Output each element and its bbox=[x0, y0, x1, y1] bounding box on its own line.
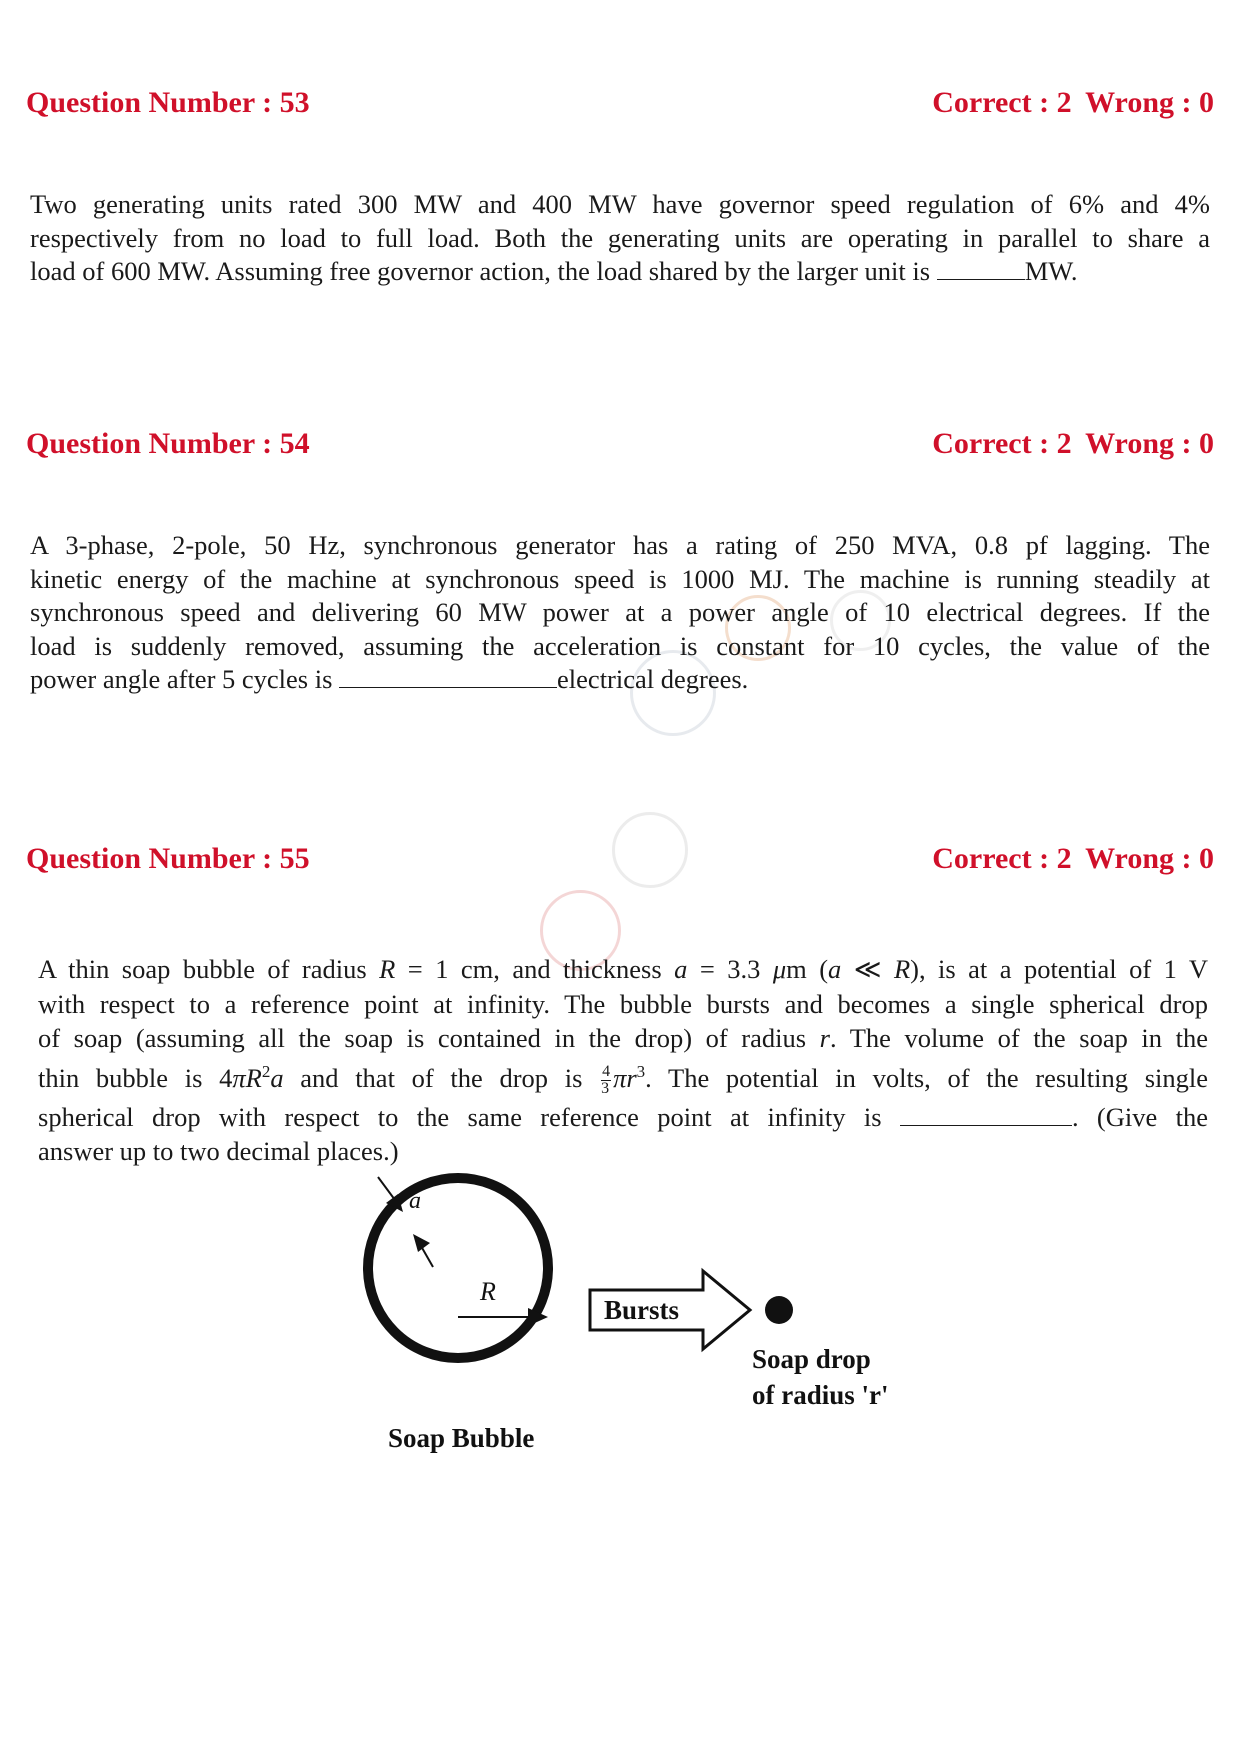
text-segment: ≪ bbox=[841, 954, 894, 984]
math-var: R bbox=[893, 954, 911, 984]
text-segment: = 1 cm, and thickness bbox=[395, 954, 675, 984]
question-number: Question Number : 54 bbox=[26, 427, 310, 460]
thickness-arrow-line bbox=[421, 1246, 433, 1267]
text-segment: and that of the drop is bbox=[283, 1062, 600, 1093]
text-segment: . The volume of the soap in the bbox=[830, 1023, 1209, 1053]
thickness-arrow-head bbox=[413, 1234, 430, 1252]
text-segment: . (Give the bbox=[1071, 1101, 1208, 1132]
math-var: r bbox=[626, 1062, 637, 1093]
wrong-marks: Wrong : 0 bbox=[1085, 86, 1214, 119]
question-number: Question Number : 55 bbox=[26, 842, 310, 875]
text-line: with respect to a reference point at infinity. The bubble bursts and becomes a single spherical drop bbox=[38, 988, 1208, 1019]
math-var: μ bbox=[772, 954, 787, 984]
text-segment: A thin soap bubble of radius bbox=[38, 954, 380, 984]
math-var: π bbox=[232, 1062, 246, 1093]
text-segment: . The potential in volts, of the resulting single bbox=[645, 1062, 1208, 1093]
correct-marks: Correct : 2 bbox=[932, 427, 1072, 460]
text-segment: spherical drop with respect to the same reference point at infinity is bbox=[38, 1101, 882, 1132]
math-var: a bbox=[828, 954, 842, 984]
label-R: R bbox=[480, 1277, 496, 1306]
numerator: 4 bbox=[602, 1062, 611, 1080]
exponent: 3 bbox=[636, 1061, 646, 1081]
text-segment: load of 600 MW. Assuming free governor action, the load shared by the larger unit is bbox=[30, 256, 931, 286]
math-var: R bbox=[245, 1062, 262, 1093]
soap-drop bbox=[765, 1296, 793, 1324]
text-line: load is suddenly removed, assuming the acceleration is constant for 10 cycles, the value of the bbox=[30, 630, 1210, 661]
correct-marks: Correct : 2 bbox=[932, 86, 1072, 119]
bubble-caption: Soap Bubble bbox=[388, 1423, 535, 1453]
text-segment: power angle after 5 cycles is bbox=[30, 664, 333, 694]
text-segment: of soap (assuming all the soap is contained in the drop) of radius bbox=[38, 1023, 820, 1053]
text-segment: ), is at a potential of 1 V bbox=[910, 954, 1209, 984]
math-var: π bbox=[613, 1062, 627, 1093]
text-segment: = 3.3 bbox=[687, 954, 773, 984]
math-var: R bbox=[379, 954, 396, 984]
text-segment: thin bubble is 4 bbox=[38, 1062, 233, 1093]
math-var: a bbox=[270, 1062, 284, 1093]
text-line: synchronous speed and delivering 60 MW power at a power angle of 10 electrical degrees. If the bbox=[30, 597, 1210, 627]
text-line: A 3-phase, 2-pole, 50 Hz, synchronous generator has a rating of 250 MVA, 0.8 pf lagging. The bbox=[30, 530, 1210, 560]
wrong-marks: Wrong : 0 bbox=[1085, 842, 1214, 875]
exponent: 2 bbox=[261, 1061, 271, 1081]
question-number: Question Number : 53 bbox=[26, 86, 310, 119]
math-var: r bbox=[819, 1023, 830, 1053]
label-a: a bbox=[409, 1188, 421, 1214]
text-segment: MW. bbox=[1024, 256, 1078, 286]
text-segment: electrical degrees. bbox=[557, 664, 749, 694]
bursts-label: Bursts bbox=[604, 1295, 680, 1325]
drop-label-line1: Soap drop bbox=[752, 1344, 871, 1374]
denominator: 3 bbox=[601, 1079, 610, 1097]
text-line: Two generating units rated 300 MW and 400 MW have governor speed regulation of 6% and 4% bbox=[30, 189, 1210, 219]
text-segment: m ( bbox=[786, 954, 829, 984]
drop-label-line2: of radius 'r' bbox=[752, 1380, 889, 1410]
text-line: respectively from no load to full load. Both the generating units are operating in parallel to share a bbox=[30, 222, 1210, 253]
text-line: answer up to two decimal places.) bbox=[38, 1136, 399, 1166]
math-var: a bbox=[674, 954, 688, 984]
text-line: kinetic energy of the machine at synchronous speed is 1000 MJ. The machine is running steadily at bbox=[30, 563, 1210, 594]
thickness-arrow-line bbox=[378, 1177, 395, 1200]
correct-marks: Correct : 2 bbox=[932, 842, 1072, 875]
wrong-marks: Wrong : 0 bbox=[1085, 427, 1214, 460]
